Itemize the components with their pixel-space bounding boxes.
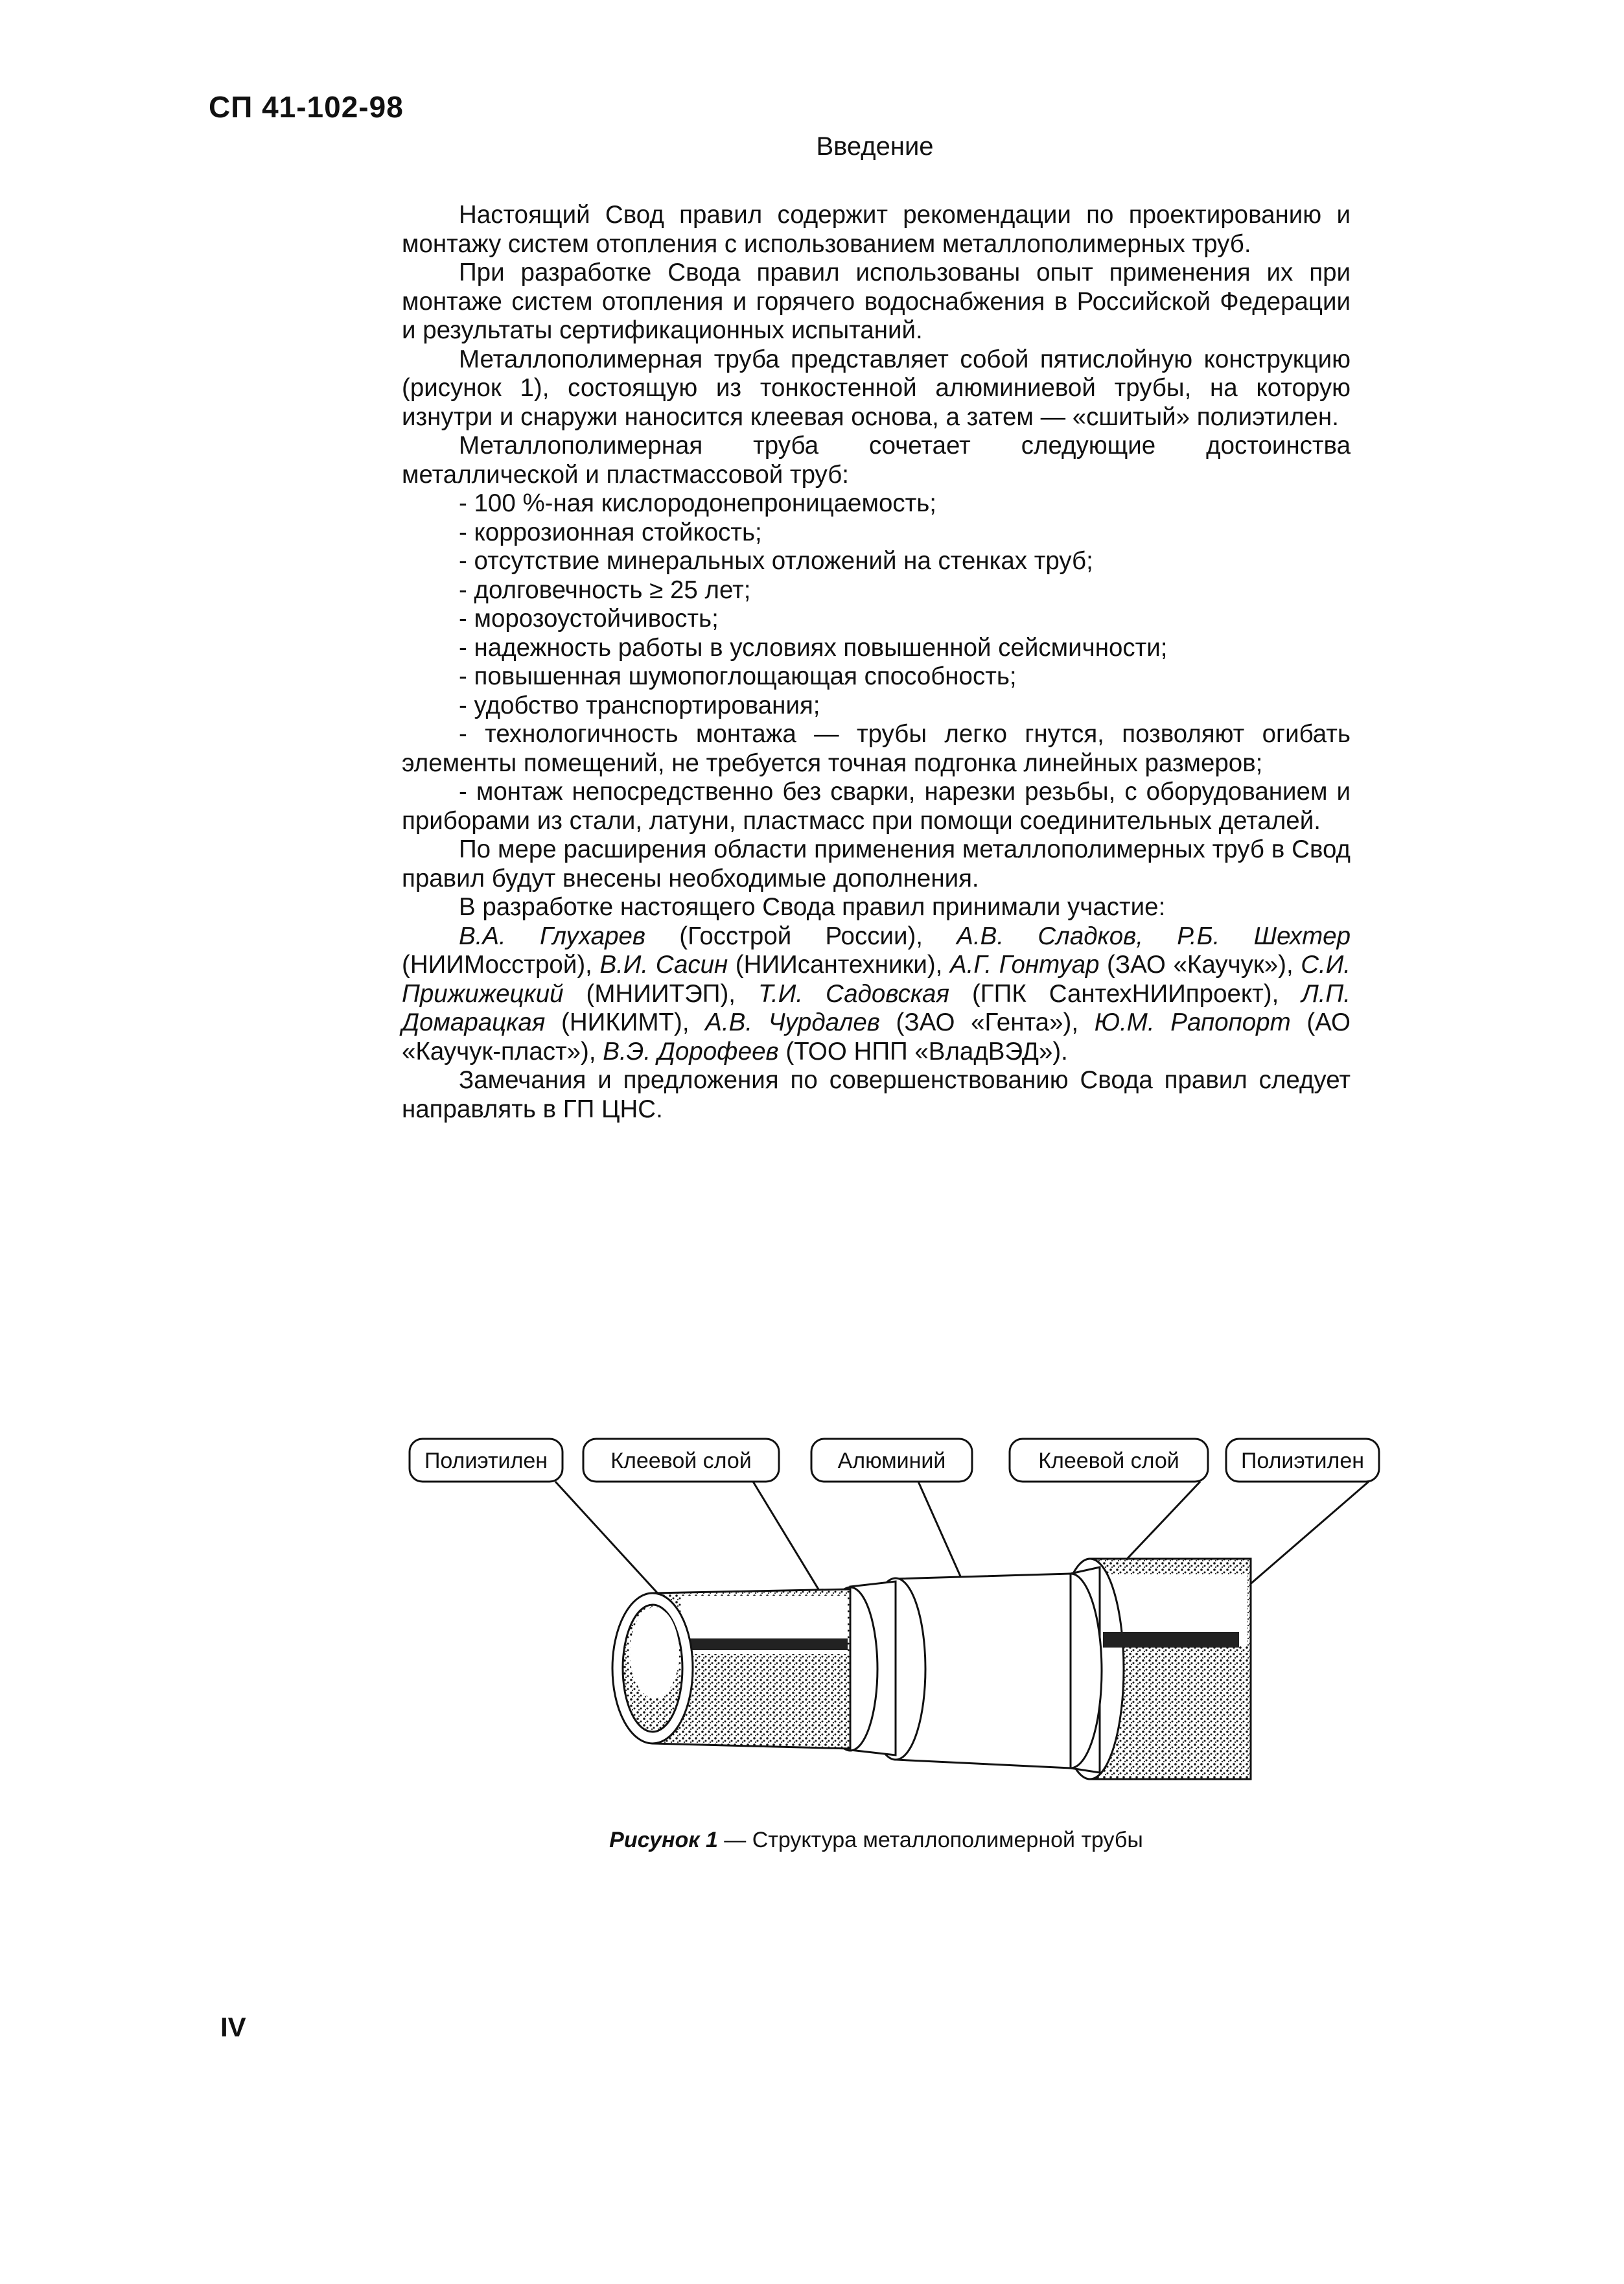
label-aluminum xyxy=(811,1439,972,1482)
paragraph: В разработке настоящего Свода правил принимали участие: xyxy=(459,893,1166,921)
author-org: (АО «Каучук-пласт»), xyxy=(402,1008,1351,1066)
advantages-list xyxy=(402,489,1351,835)
list-item: - коррозионная стойкость; xyxy=(459,518,762,546)
section-title: Введение xyxy=(816,132,934,161)
label-text: Полиэтилен xyxy=(1240,1449,1365,1473)
list-item: - удобство транспортирования; xyxy=(459,691,820,719)
author-org: (ГПК СантехНИИпроект), xyxy=(949,979,1302,1008)
author-name: В.И. Сасин xyxy=(599,951,728,979)
pipe-structure-figure xyxy=(397,1426,1388,1828)
author-name: В.Э. Дорофеев xyxy=(603,1037,779,1066)
author-org: (НИИМосстрой), xyxy=(402,951,600,979)
author-name: А.В. Сладков, Р.Б. Шехтер xyxy=(957,922,1351,950)
list-item: - долговечность ≥ 25 лет; xyxy=(459,576,751,604)
label-text: Клеевой слой xyxy=(1038,1449,1179,1473)
paragraph: При разработке Свода правил использованы опыт применения их при монтаже систем отопления и горячего водоснабжения в Российской Федерации и результаты сертификационных испытаний. xyxy=(402,259,1351,344)
author-org: (Госстрой России), xyxy=(645,922,957,950)
authors-list xyxy=(402,922,1351,1067)
author-org: (ЗАО «Каучук»), xyxy=(1099,951,1301,979)
list-item: - технологичность монтажа — трубы легко гнутся, позволяют огибать элементы помещений, не требуется точная подгонка линейных размеров; xyxy=(402,720,1351,777)
body-text xyxy=(402,201,1351,1124)
paragraph: Металлополимерная труба сочетает следующие достоинства металлической и пластмассовой труб: xyxy=(402,432,1351,489)
paragraph: Замечания и предложения по совершенствованию Свода правил следует направлять в ГП ЦНС. xyxy=(402,1066,1351,1123)
list-item: - морозоустойчивость; xyxy=(459,605,719,633)
author-org: (НИИсантехники), xyxy=(728,951,950,979)
author-org: (НИКИМТ), xyxy=(545,1008,706,1036)
label-text: Алюминий xyxy=(837,1449,946,1473)
list-item: - надежность работы в условиях повышенной сейсмичности; xyxy=(459,633,1168,662)
list-item: - 100 %-ная кислородонепроницаемость; xyxy=(459,489,936,517)
author-org: (ЗАО «Гента»), xyxy=(879,1008,1095,1036)
author-org: (ТОО НПП «ВладВЭД»). xyxy=(778,1037,1068,1066)
author-name: С.И. Прижижецкий xyxy=(402,951,1351,1008)
caption-label: Рисунок 1 xyxy=(609,1828,718,1852)
document-code: СП 41-102-98 xyxy=(209,90,404,124)
label-adhesive-left xyxy=(583,1439,779,1482)
author-name: А.В. Чурдалев xyxy=(705,1008,880,1036)
figure-caption xyxy=(402,1828,1351,1853)
paragraph: Металлополимерная труба представляет собой пятислойную конструкцию (рисунок 1), состоящую из тонкостенной алюминиевой трубы, на которую изнутри и снаружи наносится клеевая основа, а затем — «сшитый» полиэтилен. xyxy=(402,345,1351,431)
author-name: В.А. Глухарев xyxy=(459,922,645,950)
label-polyethylene-left xyxy=(410,1439,563,1482)
page-number: IV xyxy=(220,2012,246,2042)
list-item: - повышенная шумопоглощающая способность; xyxy=(459,662,1017,690)
list-item: - монтаж непосредственно без сварки, нарезки резьбы, с оборудованием и приборами из стали, латуни, пластмасс при помощи соединительных деталей. xyxy=(402,778,1351,835)
author-org: (МНИИТЭП), xyxy=(563,979,758,1008)
paragraph: По мере расширения области применения металлополимерных труб в Свод правил будут внесены необходимые дополнения. xyxy=(402,835,1351,892)
label-text: Клеевой слой xyxy=(610,1449,752,1473)
author-name: Т.И. Садовская xyxy=(758,979,949,1008)
list-item: - отсутствие минеральных отложений на стенках труб; xyxy=(459,547,1093,575)
label-adhesive-right xyxy=(1010,1439,1208,1482)
label-polyethylene-right xyxy=(1226,1439,1379,1482)
paragraph: Настоящий Свод правил содержит рекомендации по проектированию и монтажу систем отопления с использованием металлополимерных труб. xyxy=(402,201,1351,258)
author-name: А.Г. Гонтуар xyxy=(949,951,1100,979)
caption-text: — Структура металлополимерной трубы xyxy=(717,1828,1143,1852)
author-name: Л.П. Домарацкая xyxy=(402,979,1351,1036)
label-text: Полиэтилен xyxy=(424,1449,548,1473)
author-name: Ю.М. Рапопорт xyxy=(1094,1008,1291,1036)
